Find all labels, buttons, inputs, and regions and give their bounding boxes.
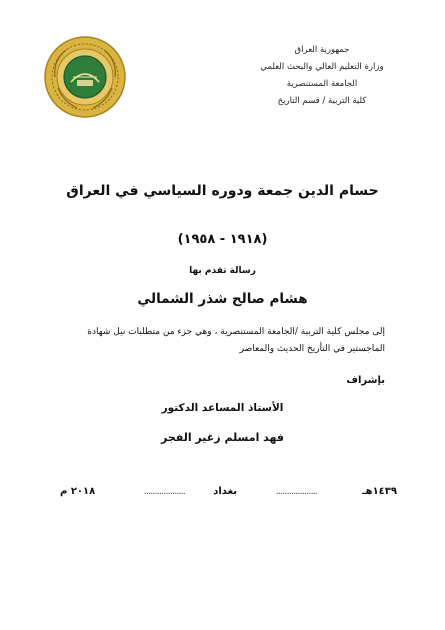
hijri-year: ١٤٣٩هـ: [362, 486, 397, 497]
supervision-label: بإشراف: [346, 375, 385, 386]
dotted-fill: ...................: [275, 486, 317, 497]
supervisor-name: فهد امسلم زغير الفجر: [161, 431, 284, 444]
author-name: هشام صالح شذر الشمالي: [137, 291, 308, 307]
submitted-by-label: رسالة تقدم بها: [189, 266, 256, 276]
purpose-line: الماجستير في التأريخ الحديث والمعاصر: [239, 344, 385, 354]
thesis-purpose: [38, 324, 385, 358]
purpose-line: إلى مجلس كلية التربية /الجامعة المستنصرية ، وهي جزء من متطلبات نيل شهادة: [87, 327, 385, 337]
city-name: بغداد: [213, 486, 237, 497]
dotted-fill: ...................: [143, 486, 185, 497]
header-line-country: جمهورية العراق: [294, 45, 350, 55]
university-seal-icon: [44, 36, 126, 118]
thesis-years: (١٩١٨ - ١٩٥٨): [177, 232, 268, 247]
header-line-ministry: وزارة التعليم العالي والبحث العلمي: [260, 62, 384, 72]
gregorian-year: ٢٠١٨ م: [60, 486, 96, 497]
header-line-university: الجامعة المستنصرية: [286, 79, 358, 89]
supervisor-title: الأستاذ المساعد الدكتور: [161, 402, 284, 414]
header-line-college: كلية التربية / قسم التاريخ: [277, 96, 367, 106]
institution-header: [247, 42, 397, 110]
thesis-title: حسام الدين جمعة ودوره السياسي في العراق: [66, 183, 379, 199]
